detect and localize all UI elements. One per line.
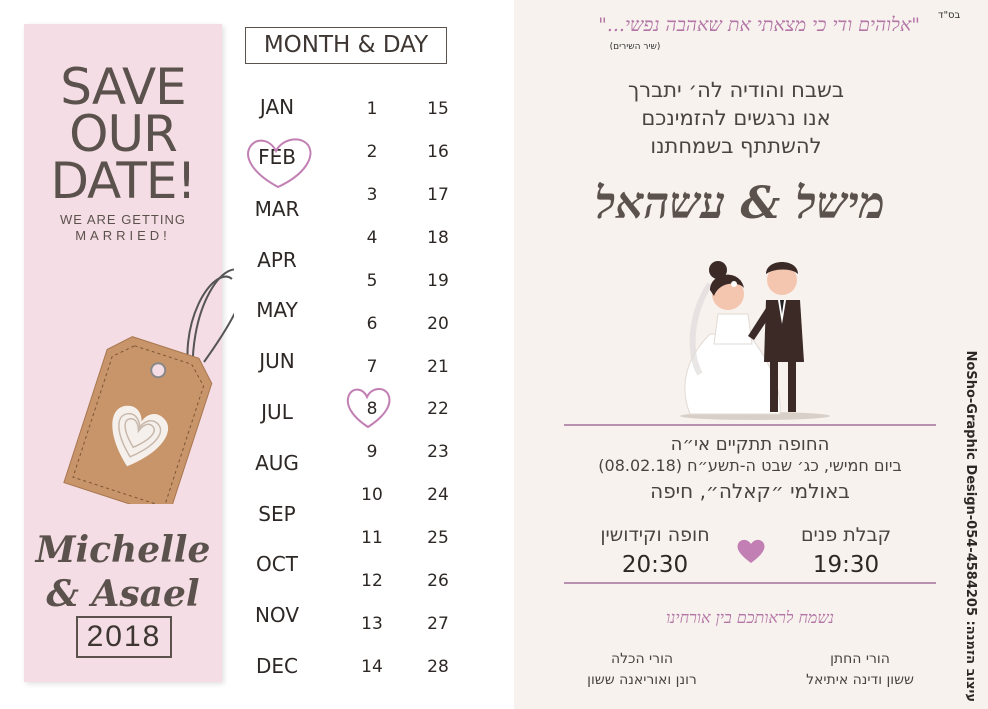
day-23: 23 bbox=[427, 442, 449, 462]
ceremony-line-2: ביום חמישי, כג׳ שבט ה-תשע״ח (08.02.18) bbox=[598, 456, 902, 475]
day-5: 5 bbox=[366, 271, 378, 291]
ceremony-line-3: באולמי ״קאלה״, חיפה bbox=[650, 479, 850, 503]
names-line-2: & Asael bbox=[46, 573, 200, 615]
day-7: 7 bbox=[366, 357, 378, 377]
year-badge: 2018 bbox=[76, 616, 172, 658]
subtitle-line-2: MARRIED! bbox=[75, 228, 171, 243]
day-15: 15 bbox=[427, 99, 449, 119]
designer-credit-text: עיצוב הזמנה: NoSho-Graphic Design-054-4584205 bbox=[963, 350, 978, 702]
groom-parents-names: ששון ודינה איתיאל bbox=[806, 672, 914, 688]
title-line-2: OUR bbox=[69, 105, 177, 163]
bride-parents-label: הורי הכלה bbox=[610, 651, 674, 667]
ceremony-line-1: החופה תתקיים אי״ה bbox=[670, 434, 830, 455]
day-21: 21 bbox=[427, 357, 449, 377]
title-line-3: DATE! bbox=[50, 152, 196, 210]
reception-time: 19:30 bbox=[812, 552, 880, 578]
month-day-header: MONTH & DAY bbox=[245, 27, 447, 64]
day-19: 19 bbox=[427, 271, 449, 291]
day-4: 4 bbox=[366, 228, 378, 248]
month-jun: JUN bbox=[259, 349, 295, 373]
month-nov: NOV bbox=[254, 603, 300, 627]
day-3: 3 bbox=[366, 185, 378, 205]
day-8: 8 bbox=[366, 399, 378, 419]
month-feb: FEB bbox=[258, 145, 296, 169]
ceremony-details bbox=[560, 434, 940, 506]
bride-groom-illustration bbox=[670, 244, 840, 424]
day-17: 17 bbox=[427, 185, 449, 205]
save-our-date-title bbox=[24, 58, 222, 210]
couple-names-hebrew: מישל & עשהאל bbox=[595, 178, 885, 229]
day-27: 27 bbox=[427, 614, 449, 634]
reception-label: קבלת פנים bbox=[800, 524, 892, 546]
month-jan: JAN bbox=[259, 95, 295, 119]
month-dec: DEC bbox=[255, 654, 298, 678]
title-line-1: SAVE bbox=[60, 58, 186, 116]
day-28: 28 bbox=[427, 657, 449, 677]
month-sep: SEP bbox=[258, 502, 296, 526]
gift-tag-icon bbox=[54, 244, 234, 504]
invite-line-1: בשבח והודיה לה׳ יתברך bbox=[627, 78, 845, 102]
chuppah-label: חופה וקידושין bbox=[600, 524, 710, 546]
month-oct: OCT bbox=[256, 552, 298, 576]
day-13: 13 bbox=[361, 614, 383, 634]
month-aug: AUG bbox=[255, 451, 299, 475]
month-mar: MAR bbox=[254, 197, 300, 221]
day-25: 25 bbox=[427, 528, 449, 548]
month-apr: APR bbox=[257, 248, 297, 272]
subtitle-line-1: WE ARE GETTING bbox=[60, 212, 186, 227]
day-26: 26 bbox=[427, 571, 449, 591]
save-the-date-strip bbox=[24, 24, 222, 682]
feb-heart-icon bbox=[242, 133, 314, 191]
invite-line-2: אנו נרגשים להזמינכם bbox=[641, 106, 831, 130]
divider-bottom bbox=[564, 582, 936, 584]
day-2: 2 bbox=[366, 142, 378, 162]
day-24: 24 bbox=[427, 485, 449, 505]
verse-quote: "אלוהים ודי כי מצאתי את שאהבה נפשי..." bbox=[598, 14, 920, 36]
getting-married-subtitle bbox=[24, 212, 222, 244]
verse-source: (שיר השירים) bbox=[609, 42, 661, 52]
couple-names-script bbox=[24, 528, 222, 616]
day-6: 6 bbox=[366, 314, 378, 334]
invite-text bbox=[540, 76, 932, 160]
day-9: 9 bbox=[366, 442, 378, 462]
divider-top bbox=[564, 424, 936, 426]
chuppah-time: 20:30 bbox=[621, 552, 689, 578]
invite-line-3: להשתתף בשמחתנו bbox=[650, 134, 822, 158]
day-1: 1 bbox=[366, 99, 378, 119]
bsd-label: בס"ד bbox=[938, 10, 961, 21]
day-11: 11 bbox=[361, 528, 383, 548]
day-8-heart-icon bbox=[343, 384, 393, 430]
month-jul: JUL bbox=[261, 400, 293, 424]
names-line-1: Michelle bbox=[35, 529, 211, 571]
day-10: 10 bbox=[361, 485, 383, 505]
day-16: 16 bbox=[427, 142, 449, 162]
day-14: 14 bbox=[361, 657, 383, 677]
month-may: MAY bbox=[256, 298, 298, 322]
day-12: 12 bbox=[361, 571, 383, 591]
rejoice-text: נשמח לראותכם בין אורחינו bbox=[666, 608, 834, 627]
day-18: 18 bbox=[427, 228, 449, 248]
day-20: 20 bbox=[427, 314, 449, 334]
groom-parents-label: הורי החתן bbox=[830, 651, 890, 667]
bride-parents-names: רונן ואוריאנה ששון bbox=[587, 672, 697, 688]
heart-icon bbox=[736, 537, 766, 565]
day-22: 22 bbox=[427, 399, 449, 419]
